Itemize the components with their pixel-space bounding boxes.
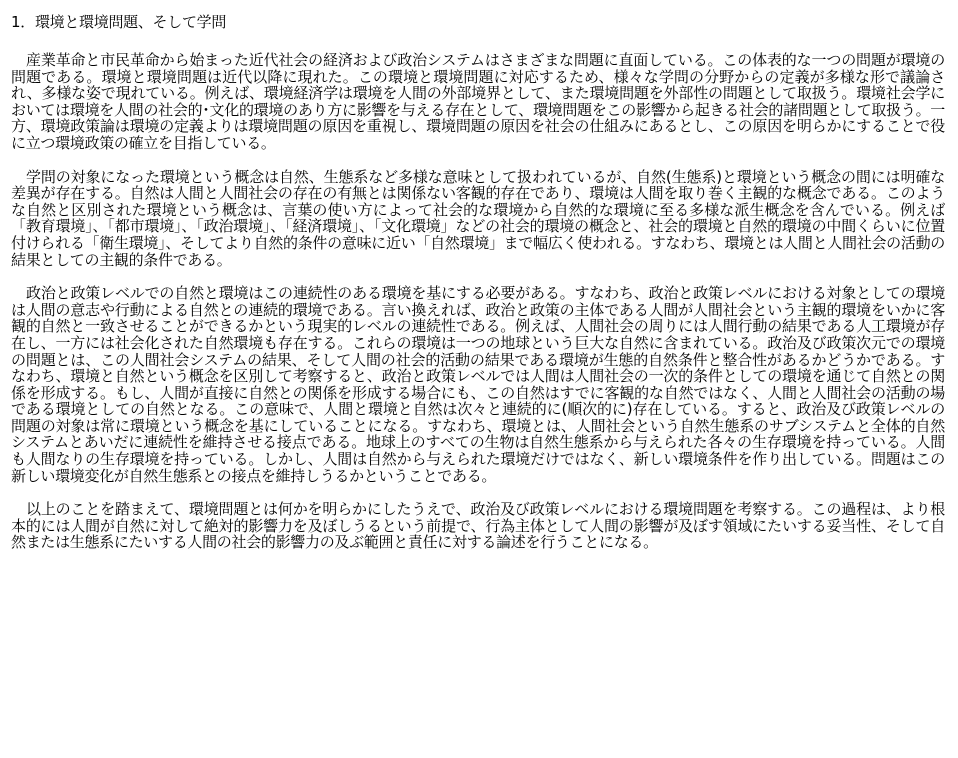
paragraph-1: 産業革命と市民革命から始まった近代社会の経済および政治システムはさまざまな問題に直面している。この体表的な一つの問題が環境の問題である。環境と環境問題は近代以降に現れた。この環境と環境問題に対応するため、様々な学問の分野からの定義が多様な形で議論され、多様な姿で現れている。例えば、環境経済学は環境を人間の外部境界として、また環境問題を外部性の問題として取扱う。環境社会学においては環境を人間の社会的･文化的環境のあり方に影響を与える存在として、環境問題をこの影響から起きる社会的諸問題として取扱う。一方、環境政策論は環境の定義よりは環境問題の原因を重視し、環境問題の原因を社会の仕組みにあるとし、この原因を明らかにすることで役に立つ環境政策の確立を目指している。 [11, 51, 945, 152]
paragraph-3: 政治と政策レベルでの自然と環境はこの連続性のある環境を基にする必要がある。すなわち、政治と政策レベルにおける対象としての環境は人間の意志や行動による自然との連続的環境である。言い換えれば、政治と政策の主体である人間が人間社会という主観的環境をいかに客観的自然と一致させることができるかという現実的レベルの連続性である。例えば、人間社会の周りには人間行動の結果である人工環境が存在し、一方には社会化された自然環境も存在する。これらの環境は一つの地球という巨大な自然に含まれている。政治及び政策次元での環境の問題とは、この人間社会システムの結果、そして人間の社会的活動の結果である環境が生態的自然条件と整合性があるかどうかである。すなわち、環境と自然という概念を区別して考察すると、政治と政策レベルでは人間は人間社会の一次的条件としての環境を通じて自然との関係を形成する。もし、人間が直接に自然との関係を形成する場合にも、この自然はすでに客観的な自然ではなく、人間と人間社会の活動の場である環境としての自然となる。この意味で、人間と環境と自然は次々と連続的に(順次的に)存在している。すると、政治及び政策レベルの問題の対象は常に環境という概念を基にしていることになる。すなわち、環境とは、人間社会という自然生態系のサブシステムと全体的自然システムとあいだに連続性を維持させる接点である。地球上のすべての生物は自然生態系から与えられた各々の生存環境を持っている。人間も人間なりの生存環境を持っている。しかし、人間は自然から与えられた環境だけではなく、新しい環境条件を作り出している。問題はこの新しい環境変化が自然生態系との接点を維持しうるかということである。 [11, 284, 945, 485]
paragraph-2: 学問の対象になった環境という概念は自然、生態系など多様な意味として扱われているが、自然(生態系)と環境という概念の間には明確な差異が存在する。自然は人間と人間社会の存在の有無とは関係ない客観的存在であり、環境は人間を取り巻く主観的な概念である。このような自然と区別された環境という概念は、言葉の使い方によって社会的な環境から自然的な環境に至る多様な派生概念を含んでいる。例えば「教育環境」、「都市環境」、「政治環境」、「経済環境」、「文化環境」などの社会的環境の概念と、社会的環境と自然的環境の中間くらいに位置付けられる「衛生環境」、そしてより自然的条件の意味に近い「自然環境」まで幅広く使われる。すなわち、環境とは人間と人間社会の活動の結果としての主観的条件である。 [11, 167, 945, 269]
document [11, 14, 945, 551]
paragraph-4: 以上のことを踏まえて、環境問題とは何かを明らかにしたうえで、政治及び政策レベルにおける環境問題を考察する。この過程は、より根本的には人間が自然に対して絶対的影響力を及ぼしうるという前提で、行為主体として人間の影響が及ぼす領域にたいする妥当性、そして自然または生態系にたいする人間の社会的影響力の及ぶ範囲と責任に対する論述を行うことになる。 [11, 500, 945, 552]
section-heading: 1．環境と環境問題、そして学問 [11, 13, 227, 31]
